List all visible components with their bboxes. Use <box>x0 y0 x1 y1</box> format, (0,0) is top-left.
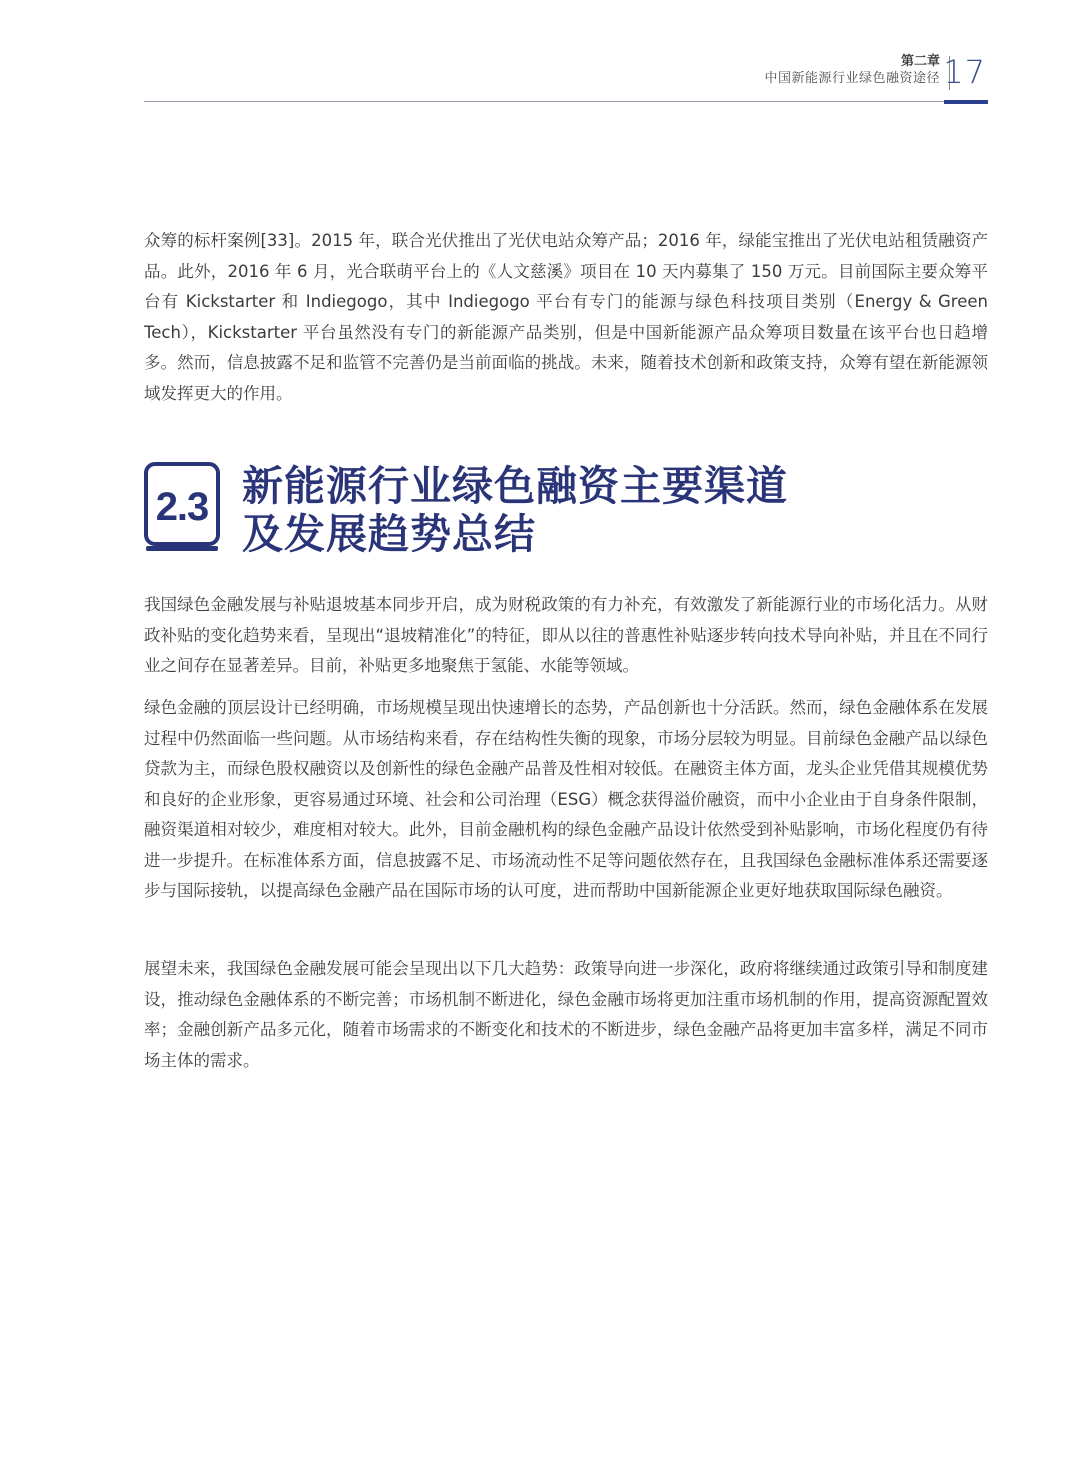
intro-paragraph: 众筹的标杆案例[33]。2015 年，联合光伏推出了光伏电站众筹产品；2016 年，绿能宝推出了光伏电站租赁融资产品。此外，2016 年 6 月，光合联萌平台上的《人文慈溪》项目在 10 天内募集了 150 万元。目前国际主要众筹平台有 Kickstarter 和 Indiegogo，其中 Indiegogo 平台有专门的能源与绿色科技项目类别（Energy & Green Tech），Kickstarter 平台虽然没有专门的新能源产品类别，但是中国新能源产品众筹项目数量在该平台也日趋增多。然而，信息披露不足和监管不完善仍是当前面临的挑战。未来，随着技术创新和政策支持，众筹有望在新能源领域发挥更大的作用。 <box>144 231 988 403</box>
section-number-badge <box>144 462 220 554</box>
chapter-number: 第二章 <box>900 54 940 69</box>
body-paragraph-3: 展望未来，我国绿色金融发展可能会呈现出以下几大趋势：政策导向进一步深化，政府将继续通过政策引导和制度建设，推动绿色金融体系的不断完善；市场机制不断进化，绿色金融市场将更加注重市场机制的作用，提高资源配置效率；金融创新产品多元化，随着市场需求的不断变化和技术的不断进步，绿色金融产品将更加丰富多样，满足不同市场主体的需求。 <box>144 959 988 1070</box>
page-header <box>144 50 988 102</box>
chapter-title: 中国新能源行业绿色融资途径 <box>764 71 940 86</box>
section-number: 2.3 <box>155 485 209 529</box>
section-title <box>242 462 982 558</box>
page-number: 17 <box>943 53 986 91</box>
section-title-line-2: 及发展趋势总结 <box>242 510 536 558</box>
section-heading <box>144 462 988 562</box>
chapter-heading <box>764 54 940 88</box>
body-paragraph-1: 我国绿色金融发展与补贴退坡基本同步开启，成为财税政策的有力补充，有效激发了新能源行业的市场化活力。从财政补贴的变化趋势来看，呈现出“退坡精准化”的特征，即从以往的普惠性补贴逐步转向技术导向补贴，并且在不同行业之间存在显著差异。目前，补贴更多地聚焦于氢能、水能等领域。 <box>144 595 988 675</box>
header-rule <box>144 101 988 102</box>
header-rule-accent <box>944 100 988 104</box>
section-title-line-1: 新能源行业绿色融资主要渠道 <box>242 462 788 510</box>
body-paragraph-2: 绿色金融的顶层设计已经明确，市场规模呈现出快速增长的态势，产品创新也十分活跃。然而，绿色金融体系在发展过程中仍然面临一些问题。从市场结构来看，存在结构性失衡的现象，市场分层较为明显。目前绿色金融产品以绿色贷款为主，而绿色股权融资以及创新性的绿色金融产品普及性相对较低。在融资主体方面，龙头企业凭借其规模优势和良好的企业形象，更容易通过环境、社会和公司治理（ESG）概念获得溢价融资，而中小企业由于自身条件限制，融资渠道相对较少，难度相对较大。此外，目前金融机构的绿色金融产品设计依然受到补贴影响，市场化程度仍有待进一步提升。在标准体系方面，信息披露不足、市场流动性不足等问题依然存在，且我国绿色金融标准体系还需要逐步与国际接轨，以提高绿色金融产品在国际市场的认可度，进而帮助中国新能源企业更好地获取国际绿色融资。 <box>144 698 988 900</box>
